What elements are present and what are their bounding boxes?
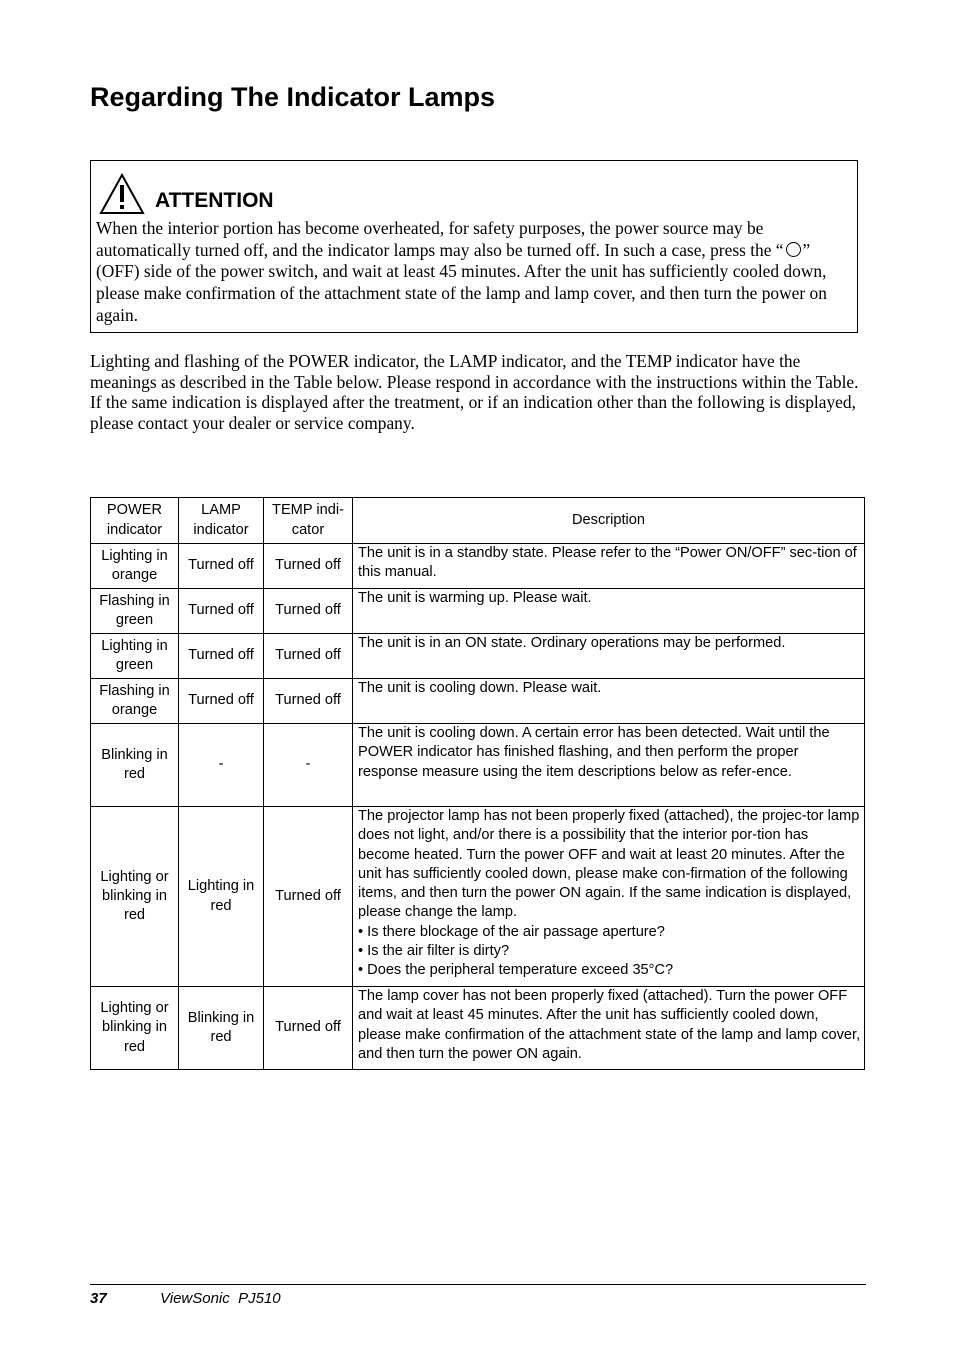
table-row [91,724,865,807]
table-row [91,544,865,589]
cell-temp: Turned off [264,589,353,634]
cell-power: Lighting in orange [91,544,179,589]
cell-description: The unit is in an ON state. Ordinary operations may be performed. [353,634,865,679]
attention-text [96,218,858,327]
description-text: The projector lamp has not been properly fixed (attached), the projec-tor lamp does not light, and/or there is a possibility that the interior por-tion has become heated. Turn the power OFF and wait at least 20 minutes. After the unit has sufficiently cooled down, please make con-firmation of the following items, and then turn the power ON again. If the same indication is displayed, please change the lamp. [358,808,860,921]
cell-power: Blinking in red [91,724,179,807]
attention-text-after: ” (OFF) side of the power switch, and wait at least 45 minutes. After the unit has sufficiently cooled down, please make confirmation of the attachment state of the lamp and lamp cover, and then turn the power on again. [96,239,827,325]
cell-description: The lamp cover has not been properly fixed (attached). Turn the power OFF and wait at least 45 minutes. After the unit has sufficiently cooled down, please make confirmation of the attachment state of the lamp and lamp cover, and then turn the power ON again. [353,987,865,1070]
cell-power: Lighting or blinking in red [91,807,179,987]
cell-lamp: Turned off [179,634,264,679]
cell-description: The unit is cooling down. A certain error has been detected. Wait until the POWER indicator has finished flashing, and then perform the proper response measure using the item descriptions below as refer-ence. [353,724,865,807]
cell-lamp: Blinking in red [179,987,264,1070]
cell-power: Flashing in green [91,589,179,634]
cell-lamp: Turned off [179,679,264,724]
header-lamp: LAMP indicator [179,498,264,544]
cell-lamp: - [179,724,264,807]
cell-description: The unit is warming up. Please wait. [353,589,865,634]
warning-triangle-icon [99,173,145,215]
cell-description: The unit is in a standby state. Please refer to the “Power ON/OFF” sec-tion of this manual. [353,544,865,589]
cell-power: Lighting or blinking in red [91,987,179,1070]
attention-box [90,160,858,333]
header-description: Description [353,498,865,544]
header-power: POWER indicator [91,498,179,544]
table-row [91,987,865,1070]
circle-off-icon [786,242,801,257]
header-temp: TEMP indi-cator [264,498,353,544]
cell-description: The unit is cooling down. Please wait. [353,679,865,724]
cell-lamp: Lighting in red [179,807,264,987]
cell-temp: Turned off [264,987,353,1070]
footer-divider [90,1284,866,1285]
table-row [91,589,865,634]
cell-temp: - [264,724,353,807]
cell-temp: Turned off [264,634,353,679]
bullet-item: • Does the peripheral temperature exceed 35°C? [358,962,674,979]
table-row [91,807,865,987]
bullet-item: • Is the air filter is dirty? [358,943,510,960]
cell-temp: Turned off [264,807,353,987]
attention-label: ATTENTION [155,189,274,212]
page-title: Regarding The Indicator Lamps [90,82,496,112]
cell-lamp: Turned off [179,589,264,634]
page-number: 37 [90,1290,107,1307]
footer-product: ViewSonic PJ510 [160,1290,281,1307]
cell-description [353,807,865,987]
table-row [91,679,865,724]
indicator-table [90,497,865,1070]
cell-lamp: Turned off [179,544,264,589]
cell-power: Flashing in orange [91,679,179,724]
attention-text-before: When the interior portion has become overheated, for safety purposes, the power source may be automatically turned off, and the indicator lamps may also be turned off. In such a case, press the “ [96,218,784,260]
cell-temp: Turned off [264,544,353,589]
table-row [91,634,865,679]
cell-power: Lighting in green [91,634,179,679]
table-header-row [91,498,865,544]
intro-paragraph: Lighting and flashing of the POWER indicator, the LAMP indicator, and the TEMP indicator have the meanings as described in the Table below. Please respond in accordance with the instructions within the Table. If the same indication is displayed after the treatment, or if an indication other than the following is displayed, please contact your dealer or service company. [90,351,859,434]
cell-temp: Turned off [264,679,353,724]
bullet-item: • Is there blockage of the air passage aperture? [358,923,665,940]
